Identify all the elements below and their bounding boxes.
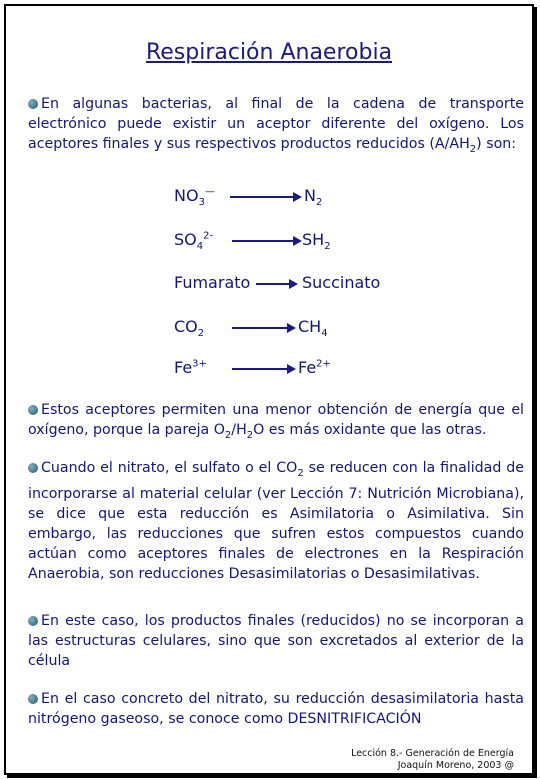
reaction-co2: $CO_2$ $CH_4$ — [174, 317, 328, 340]
reaction-sulfate: $SO_4^{2-}$ $SH_2$ — [174, 230, 331, 253]
paragraph-denitrification: En el caso concreto del nitrato, su reducción desasimilatoria hasta nitrógeno gaseoso, se conoce como DESNITRIFICACIÓN — [28, 691, 524, 727]
paragraph-acceptors: En algunas bacterias, al final de la cadena de transporte electrónico puede existir un aceptor diferente del oxígeno. Los aceptores finales y sus respectivos productos reducidos $(A/AH_2)$ son: — [28, 96, 524, 155]
arrow-icon — [232, 327, 294, 329]
page-frame — [4, 4, 534, 775]
arrow-icon — [230, 196, 300, 198]
page-footer: Lección 8.- Generación de Energía Joaquín Moreno, 2003 @ — [351, 748, 514, 771]
paragraph-excretion: En este caso, los productos finales (reducidos) no se incorporan a las estructuras celulares, sino que son excretados al exterior de la célula — [28, 613, 524, 669]
reaction-iron: $Fe^{3+}$ $Fe^{2+}$ — [174, 358, 331, 377]
arrow-icon — [232, 240, 300, 242]
paragraph-assimilatory: Cuando el nitrato, el sulfato o el $CO_2$ se reducen con la finalidad de incorporarse al material celular (ver Lección 7: Nutrición Microbiana), se dice que esta reducción es Asimilatoria o Asimilativa. Sin embargo, las reducciones que sufren estos compuestos cuando actúan como aceptores finales de electrones en la Respiración Anaerobia, son reducciones Desasimilatorias o Desasimilativas. — [28, 460, 524, 582]
bullet-icon — [28, 616, 38, 626]
reaction-nitrate: $NO_3^—$ $N_2$ — [174, 186, 323, 209]
page-title: Respiración Anaerobia — [145, 40, 393, 65]
bullet-icon — [28, 99, 38, 109]
bullet-icon — [28, 463, 38, 473]
arrow-icon — [232, 368, 294, 370]
arrow-icon — [256, 283, 296, 285]
paragraph-oxidant: Estos aceptores permiten una menor obtención de energía que el oxígeno, porque la pareja $O_2/H_2O$ es más oxidante que las otras. — [28, 402, 524, 441]
reaction-fumarate: Fumarato Succinato — [174, 273, 381, 292]
bullet-icon — [28, 405, 38, 415]
bullet-icon — [28, 694, 38, 704]
